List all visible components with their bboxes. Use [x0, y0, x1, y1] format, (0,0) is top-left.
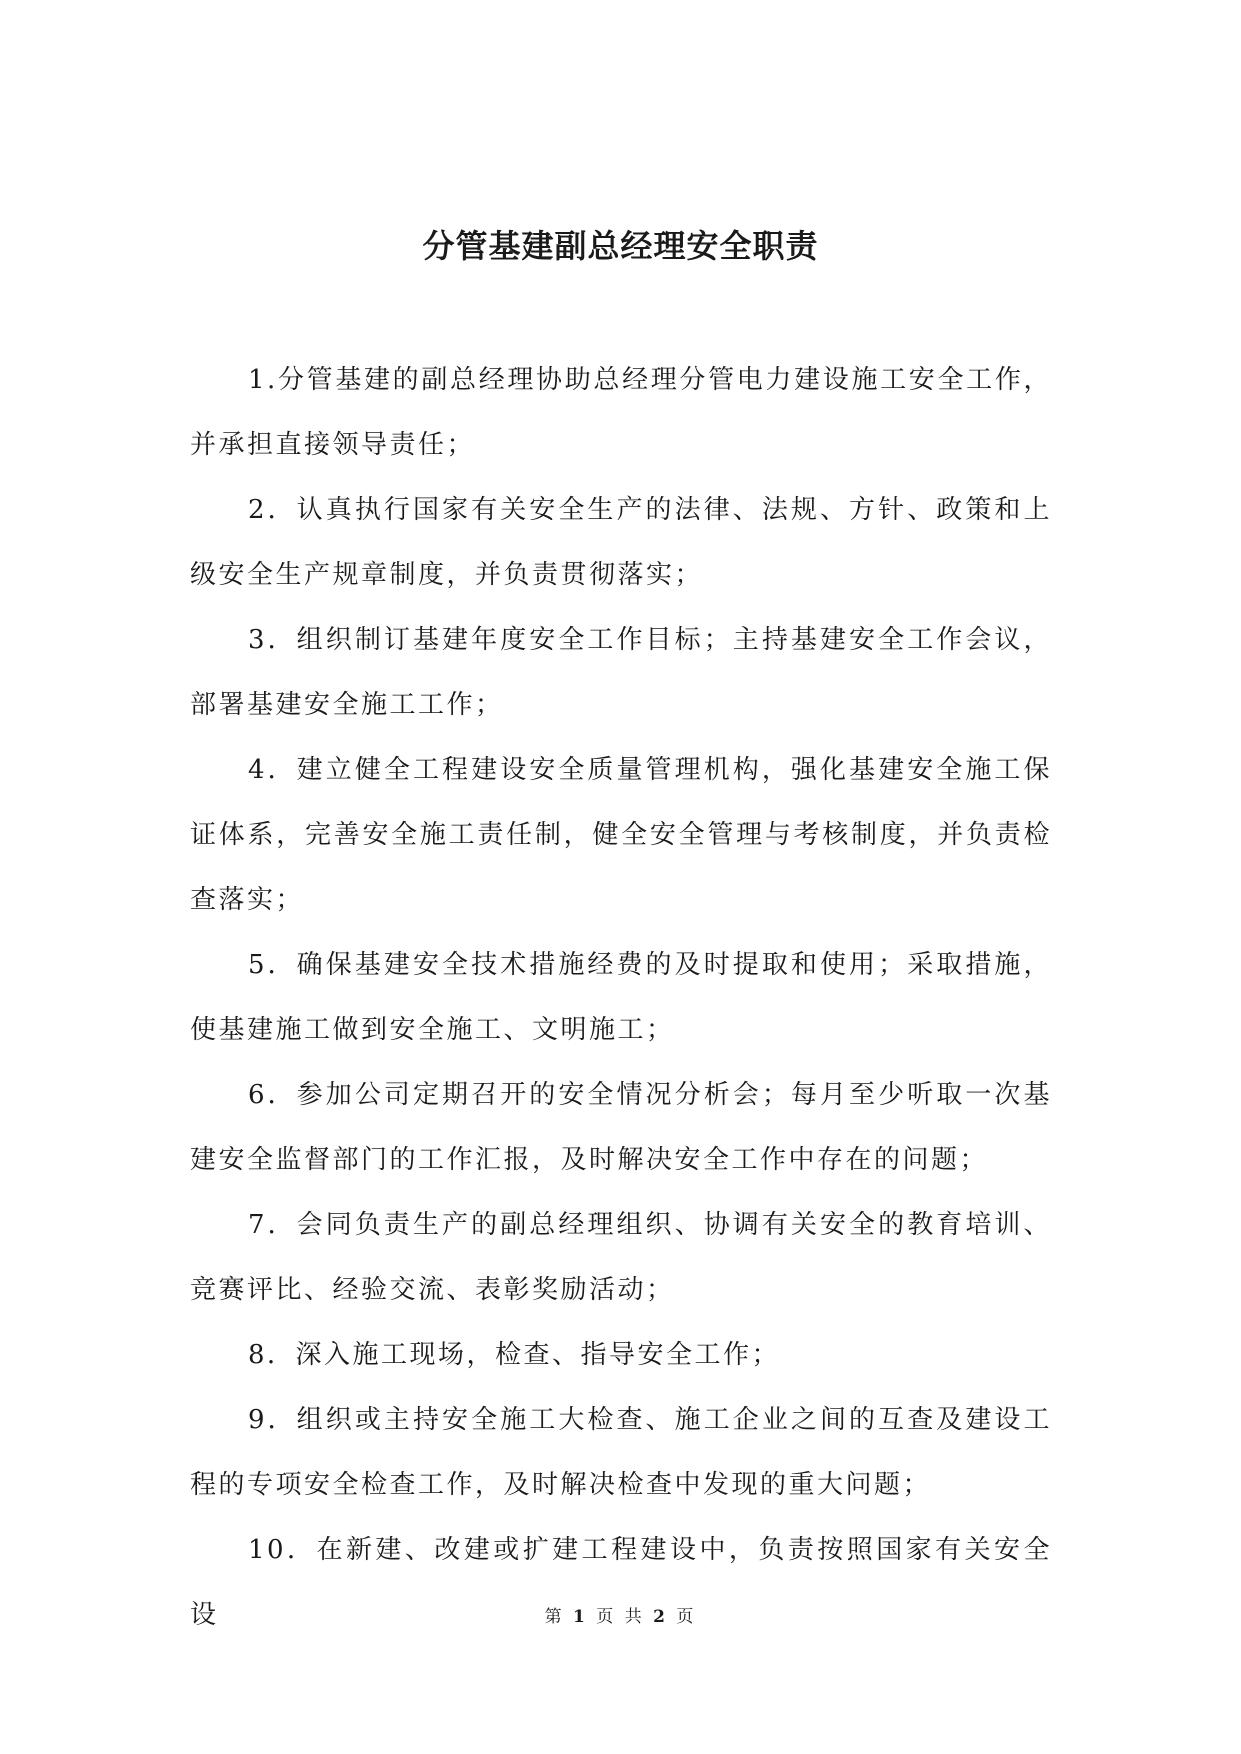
footer-suffix: 页 — [676, 1607, 697, 1627]
duty-item-5: 5．确保基建安全技术措施经费的及时提取和使用；采取措施，使基建施工做到安全施工、文明施工； — [190, 950, 1052, 1045]
duty-item-2: 2．认真执行国家有关安全生产的法律、法规、方针、政策和上级安全生产规章制度，并负责贯彻落实； — [190, 495, 1052, 590]
duty-item-4: 4．建立健全工程建设安全质量管理机构，强化基建安全施工保证体系，完善安全施工责任制，健全安全管理与考核制度，并负责检查落实； — [190, 755, 1052, 915]
duty-item-9: 9．组织或主持安全施工大检查、施工企业之间的互查及建设工程的专项安全检查工作，及时解决检查中发现的重大问题； — [190, 1405, 1052, 1500]
duty-item-7: 7．会同负责生产的副总经理组织、协调有关安全的教育培训、竞赛评比、经验交流、表彰奖励活动； — [190, 1210, 1052, 1305]
document-body — [190, 348, 1052, 1648]
duty-item-10: 10．在新建、改建或扩建工程建设中，负责按照国家有关安全设 — [190, 1535, 1052, 1630]
current-page-number: 1 — [573, 1607, 588, 1627]
duty-item-1: 1.分管基建的副总经理协助总经理分管电力建设施工安全工作，并承担直接领导责任； — [190, 365, 1052, 460]
duty-item-3: 3．组织制订基建年度安全工作目标；主持基建安全工作会议，部署基建安全施工工作； — [190, 625, 1052, 720]
duty-item-8: 8．深入施工现场，检查、指导安全工作； — [248, 1340, 781, 1370]
footer-prefix: 第 — [544, 1607, 565, 1627]
footer-middle: 页 共 — [596, 1607, 645, 1627]
duty-item-6: 6．参加公司定期召开的安全情况分析会；每月至少听取一次基建安全监督部门的工作汇报，及时解决安全工作中存在的问题； — [190, 1080, 1052, 1175]
document-title: 分管基建副总经理安全职责 — [422, 227, 819, 265]
total-page-count: 2 — [653, 1607, 668, 1627]
page-footer — [0, 1605, 1241, 1629]
